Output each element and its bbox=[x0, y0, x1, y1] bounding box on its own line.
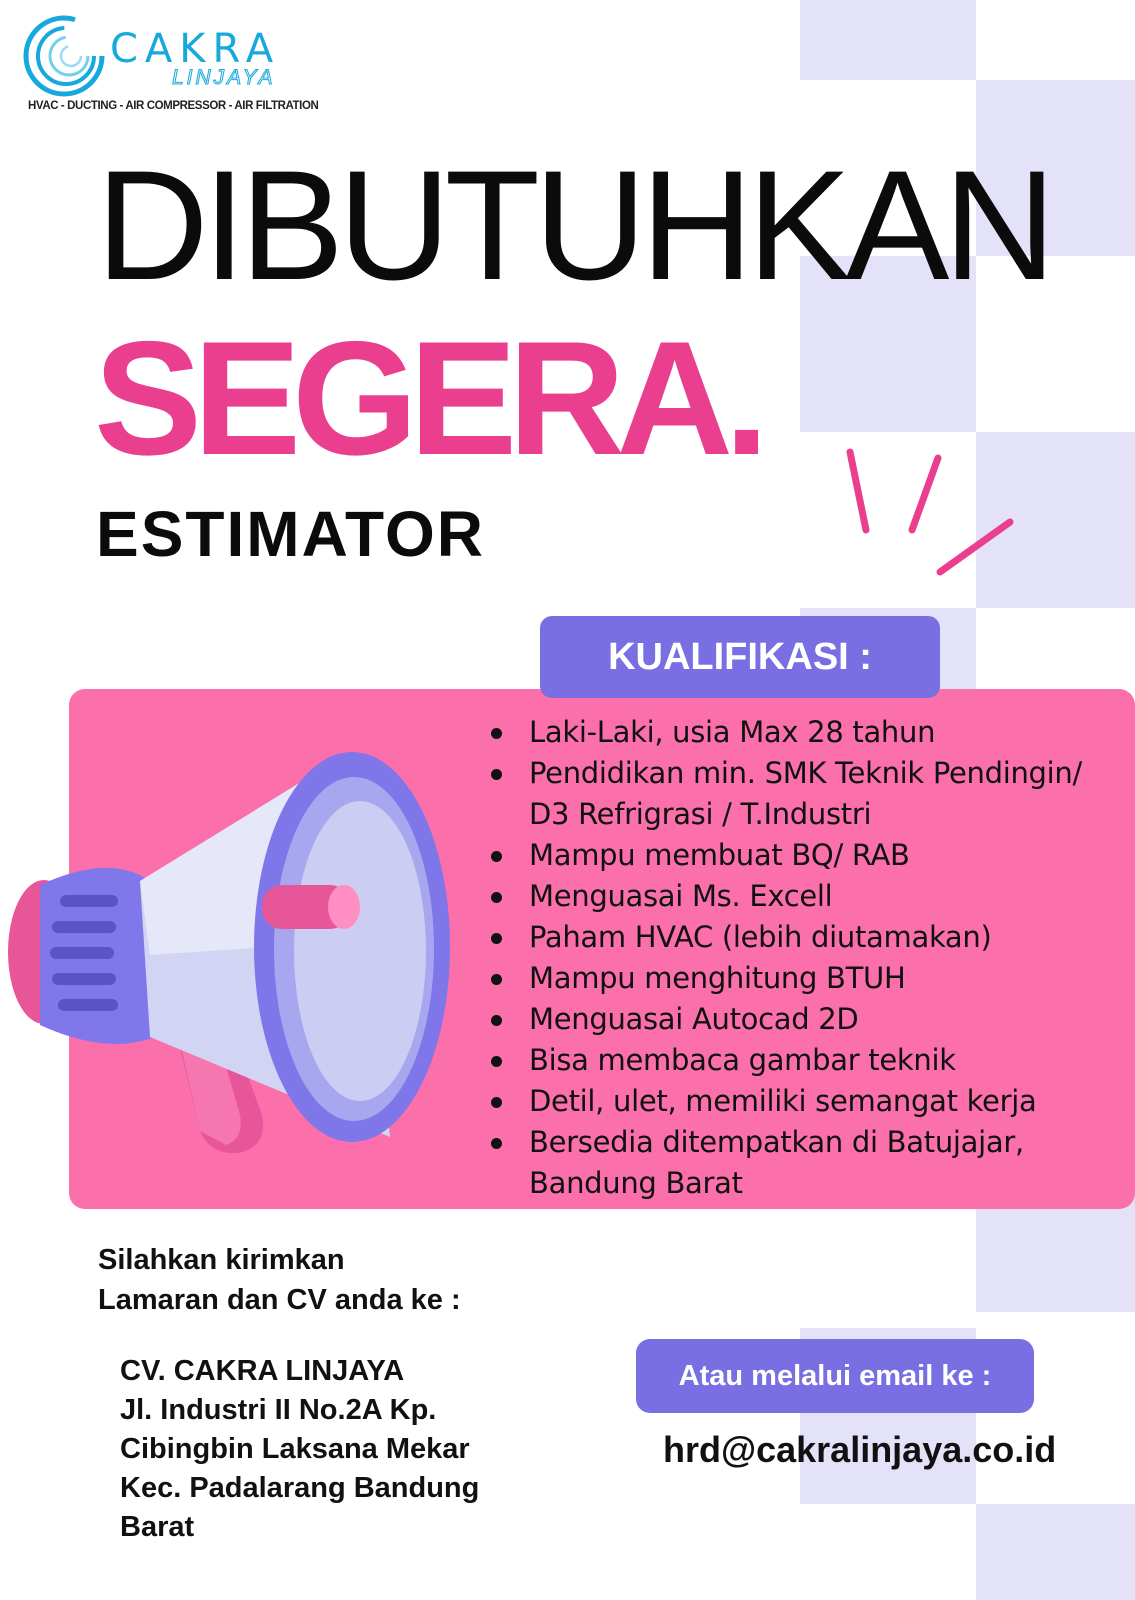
company-address bbox=[120, 1352, 479, 1547]
logo-subname: LINJAYA bbox=[172, 66, 276, 89]
burst-lines-icon bbox=[840, 440, 1020, 580]
list-item bbox=[488, 917, 1135, 958]
address-line: Jl. Industri II No.2A Kp. bbox=[120, 1394, 437, 1426]
address-line: Barat bbox=[120, 1511, 195, 1543]
logo-tagline: HVAC - DUCTING - AIR COMPRESSOR - AIR FILTRATION bbox=[28, 100, 319, 112]
list-item bbox=[488, 1122, 1135, 1204]
megaphone-icon bbox=[0, 735, 480, 1165]
check-tile bbox=[800, 0, 976, 80]
list-item bbox=[488, 712, 1135, 753]
list-item-text: Menguasai Autocad 2D bbox=[529, 1002, 859, 1036]
list-item-text: Bisa membaca gambar teknik bbox=[529, 1043, 956, 1077]
list-item bbox=[488, 958, 1135, 999]
logo-name: CAKRA bbox=[110, 26, 281, 72]
list-item bbox=[488, 999, 1135, 1040]
qualifications-badge: KUALIFIKASI : bbox=[540, 616, 940, 698]
list-item-text: Mampu membuat BQ/ RAB bbox=[529, 838, 910, 872]
email-label-badge: Atau melalui email ke : bbox=[636, 1339, 1034, 1413]
list-item bbox=[488, 876, 1135, 917]
list-item bbox=[488, 835, 1135, 876]
list-item-text: Paham HVAC (lebih diutamakan) bbox=[529, 920, 992, 954]
list-item-text: D3 Refrigrasi / T.Industri bbox=[529, 797, 872, 831]
list-item-text: Detil, ulet, memiliki semangat kerja bbox=[529, 1084, 1037, 1118]
apply-instructions bbox=[98, 1240, 461, 1320]
list-item-text: Pendidikan min. SMK Teknik Pendingin/ bbox=[529, 756, 1082, 790]
headline-line1: DIBUTUHKAN bbox=[96, 139, 1051, 313]
address-line: Kec. Padalarang Bandung bbox=[120, 1472, 480, 1504]
list-item bbox=[488, 753, 1135, 835]
job-position: ESTIMATOR bbox=[96, 498, 485, 570]
address-line: CV. CAKRA LINJAYA bbox=[120, 1355, 405, 1387]
qualifications-list bbox=[488, 712, 1135, 1204]
company-logo bbox=[22, 14, 322, 124]
list-item bbox=[488, 1081, 1135, 1122]
email-address[interactable]: hrd@cakralinjaya.co.id bbox=[663, 1429, 1057, 1470]
list-item bbox=[488, 1040, 1135, 1081]
logo-swirl-icon bbox=[22, 14, 106, 98]
list-item-text: Bersedia ditempatkan di Batujajar, bbox=[529, 1125, 1024, 1159]
check-tile bbox=[976, 1504, 1135, 1600]
apply-text-line: Silahkan kirimkan bbox=[98, 1244, 345, 1276]
list-item-text: Mampu menghitung BTUH bbox=[529, 961, 906, 995]
list-item-text: Menguasai Ms. Excell bbox=[529, 879, 833, 913]
apply-text-line: Lamaran dan CV anda ke : bbox=[98, 1284, 461, 1316]
headline-line2: SEGERA. bbox=[94, 308, 761, 489]
list-item-text: Laki-Laki, usia Max 28 tahun bbox=[529, 715, 936, 749]
list-item-text: Bandung Barat bbox=[529, 1166, 743, 1200]
address-line: Cibingbin Laksana Mekar bbox=[120, 1433, 470, 1465]
